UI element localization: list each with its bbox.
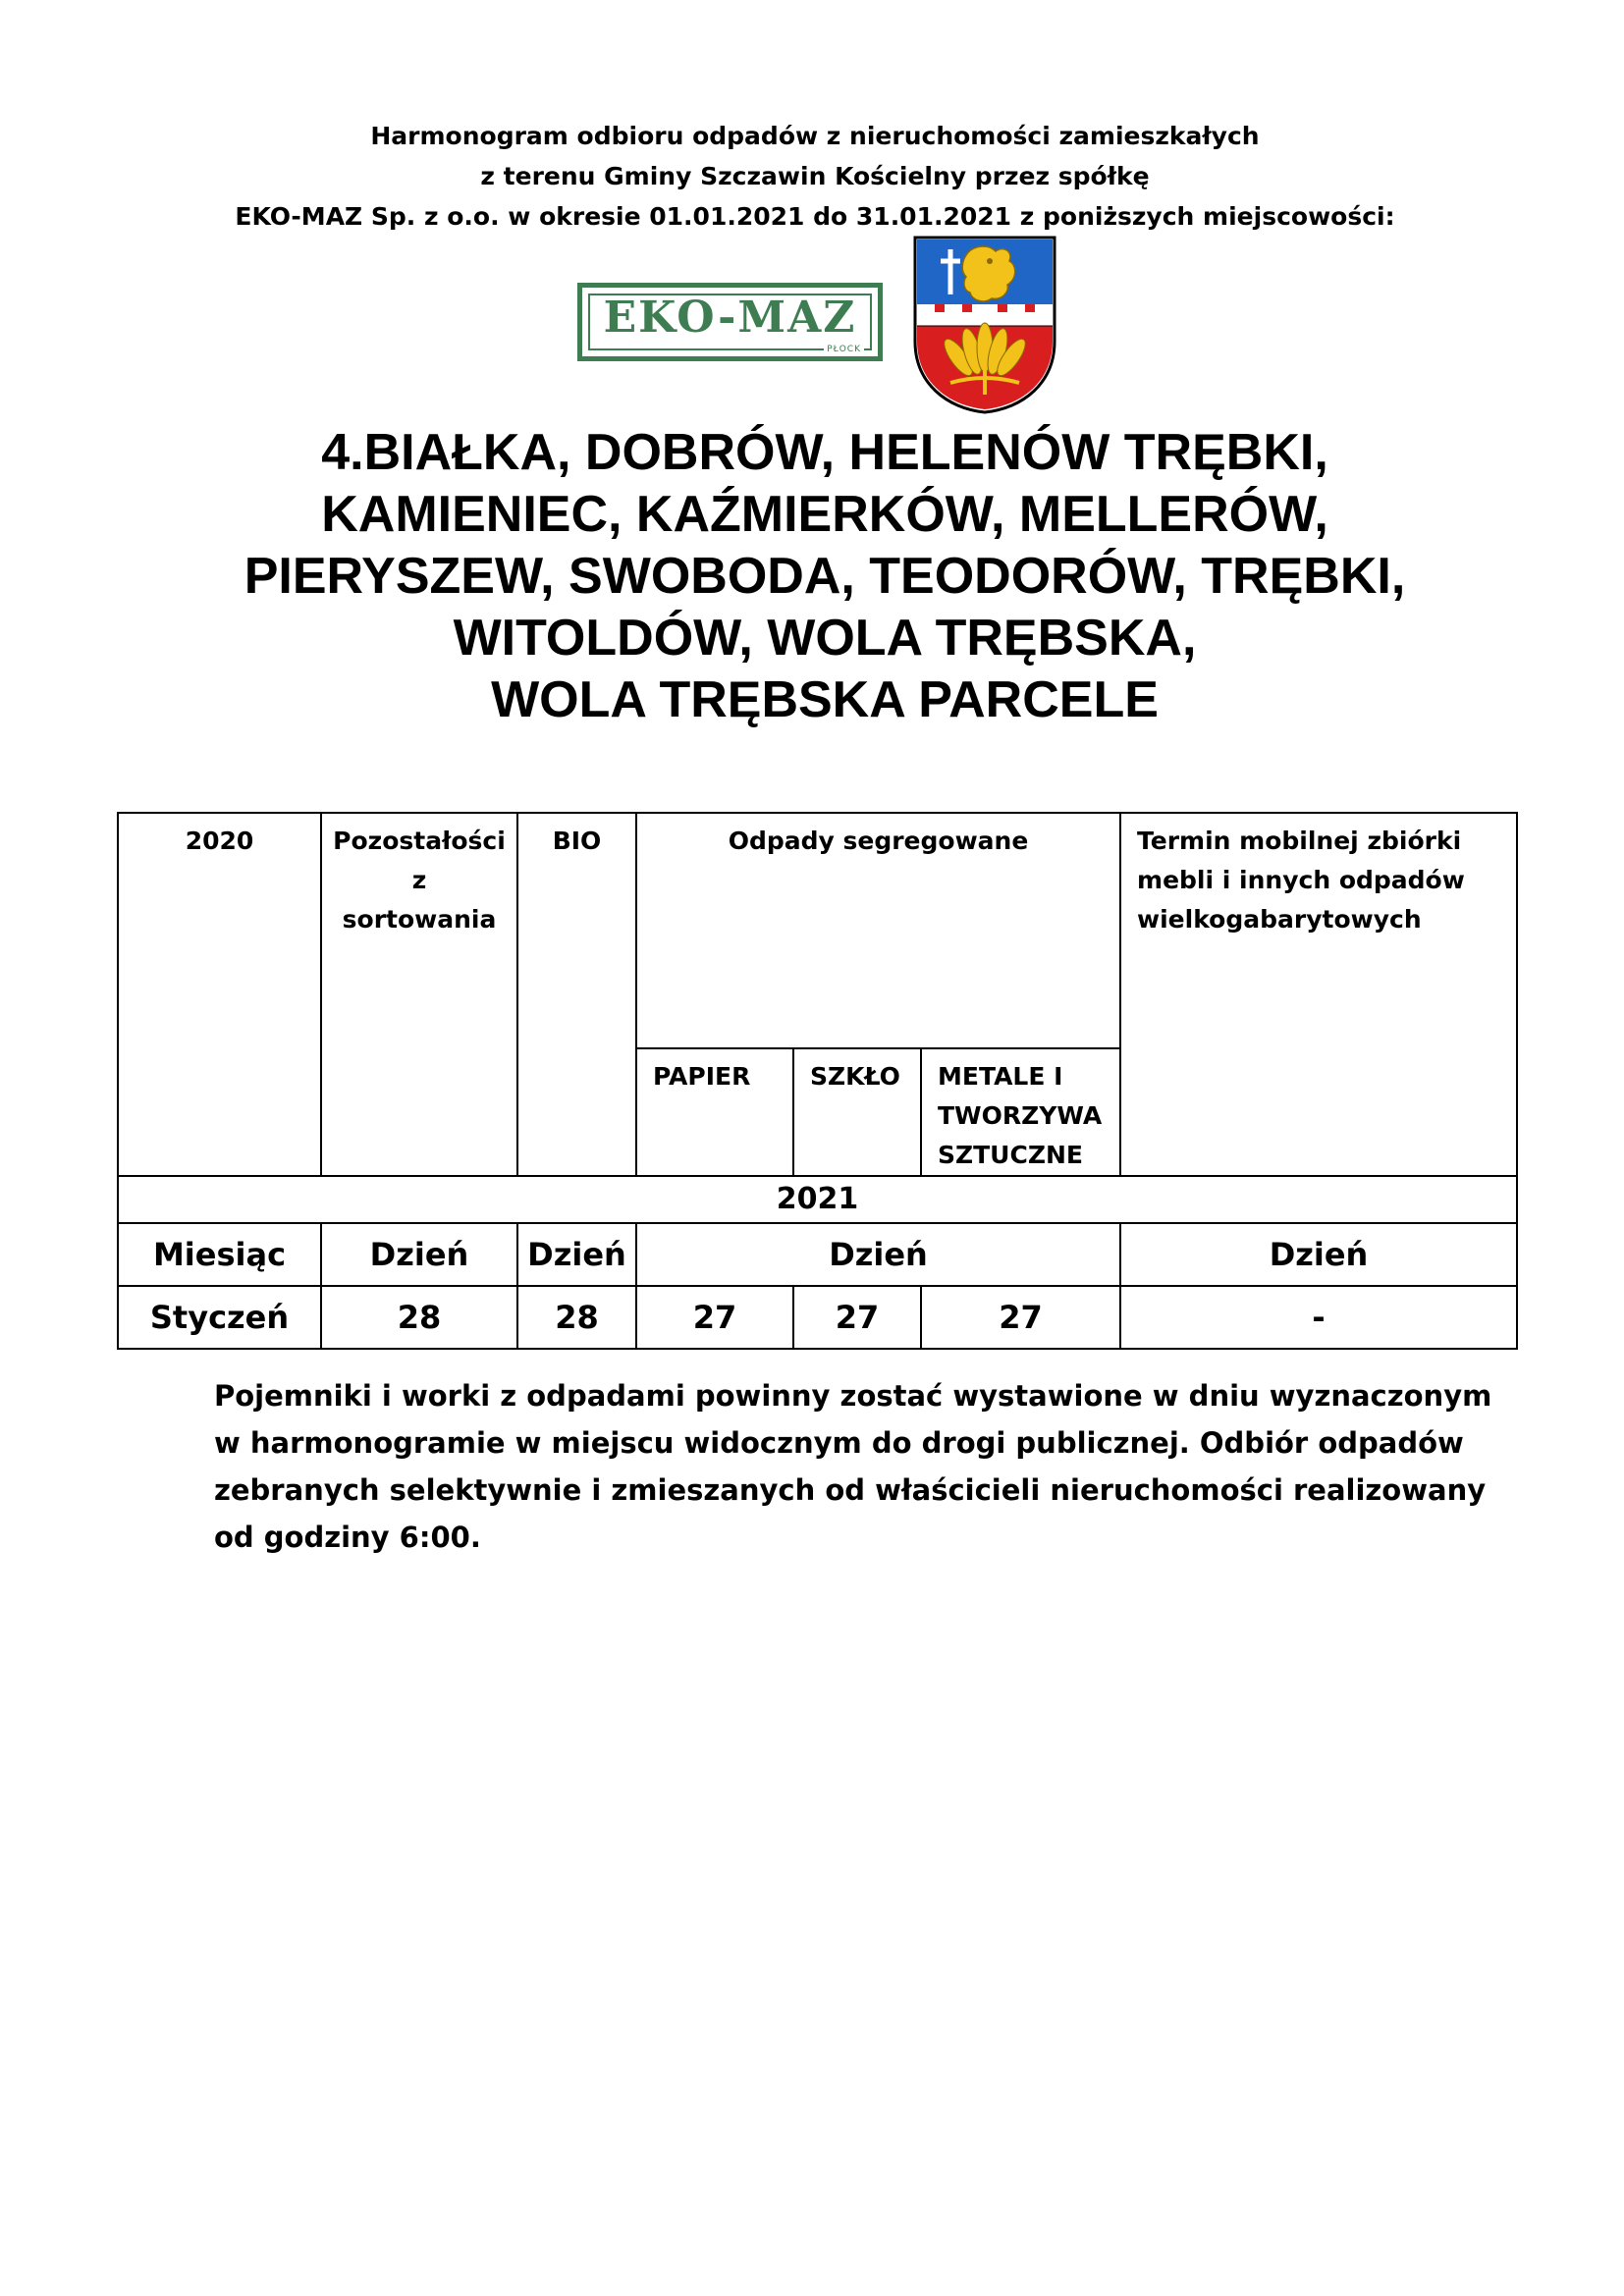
header-cell-metale: METALE I TWORZYWA SZTUCZNE	[921, 1048, 1120, 1176]
day-cell-bulky: -	[1120, 1286, 1517, 1349]
ekomaz-logo-city: PŁOCK	[824, 345, 864, 354]
table-header-row	[118, 813, 1517, 1048]
intro-line: z terenu Gminy Szczawin Kościelny przez spółkę	[480, 162, 1150, 190]
table-label-row	[118, 1223, 1517, 1286]
header-cell-segregated: Odpady segregowane	[636, 813, 1120, 1048]
header-cell-bio: BIO	[517, 813, 636, 1176]
header-cell-year-2020: 2020	[118, 813, 321, 1176]
ekomaz-logo-word: EKO-MAZ	[603, 293, 857, 343]
intro-line: Harmonogram odbioru odpadów z nieruchomości zamieszkałych	[370, 122, 1260, 150]
header-cell-szklo: SZKŁO	[793, 1048, 921, 1176]
note-line: zebranych selektywnie i zmieszanych od właścicieli nieruchomości realizowany	[214, 1473, 1487, 1507]
title-line: WITOLDÓW, WOLA TRĘBSKA,	[453, 610, 1197, 667]
label-cell-day: Dzień	[321, 1223, 517, 1286]
header-cell-papier: PAPIER	[636, 1048, 793, 1176]
month-cell: Styczeń	[118, 1286, 321, 1349]
collection-note	[214, 1372, 1530, 1561]
day-cell-szklo: 27	[793, 1286, 921, 1349]
header-cell-remainders: Pozostałości z sortowania	[321, 813, 517, 1176]
label-cell-day: Dzień	[517, 1223, 636, 1286]
title-line: 4.BIAŁKA, DOBRÓW, HELENÓW TRĘBKI,	[321, 424, 1328, 481]
municipality-crest-icon	[911, 236, 1058, 414]
label-cell-month: Miesiąc	[118, 1223, 321, 1286]
header-cell-bulky-waste: Termin mobilnej zbiórki mebli i innych odpadów wielkogabarytowych	[1120, 813, 1517, 1176]
title-line: PIERYSZEW, SWOBODA, TEODORÓW, TRĘBKI,	[244, 548, 1406, 605]
note-line: od godziny 6:00.	[214, 1521, 481, 1554]
day-cell-bio: 28	[517, 1286, 636, 1349]
ekomaz-logo	[577, 283, 883, 361]
title-line: WOLA TRĘBSKA PARCELE	[491, 671, 1159, 728]
intro-heading	[196, 116, 1434, 237]
intro-line: EKO-MAZ Sp. z o.o. w okresie 01.01.2021 do 31.01.2021 z poniższych miejscowości:	[235, 202, 1395, 231]
day-cell-papier: 27	[636, 1286, 793, 1349]
label-cell-day: Dzień	[1120, 1223, 1517, 1286]
table-row	[118, 1286, 1517, 1349]
year-cell: 2021	[118, 1176, 1517, 1223]
label-cell-day: Dzień	[636, 1223, 1120, 1286]
day-cell-metale: 27	[921, 1286, 1120, 1349]
localities-title	[147, 422, 1502, 731]
schedule-table	[117, 812, 1518, 1350]
table-year-row	[118, 1176, 1517, 1223]
title-line: KAMIENIEC, KAŹMIERKÓW, MELLERÓW,	[321, 486, 1328, 543]
day-cell-remainders: 28	[321, 1286, 517, 1349]
note-line: w harmonogramie w miejscu widocznym do drogi publicznej. Odbiór odpadów	[214, 1426, 1464, 1460]
note-line: Pojemniki i worki z odpadami powinny zostać wystawione w dniu wyznaczonym	[214, 1379, 1492, 1413]
